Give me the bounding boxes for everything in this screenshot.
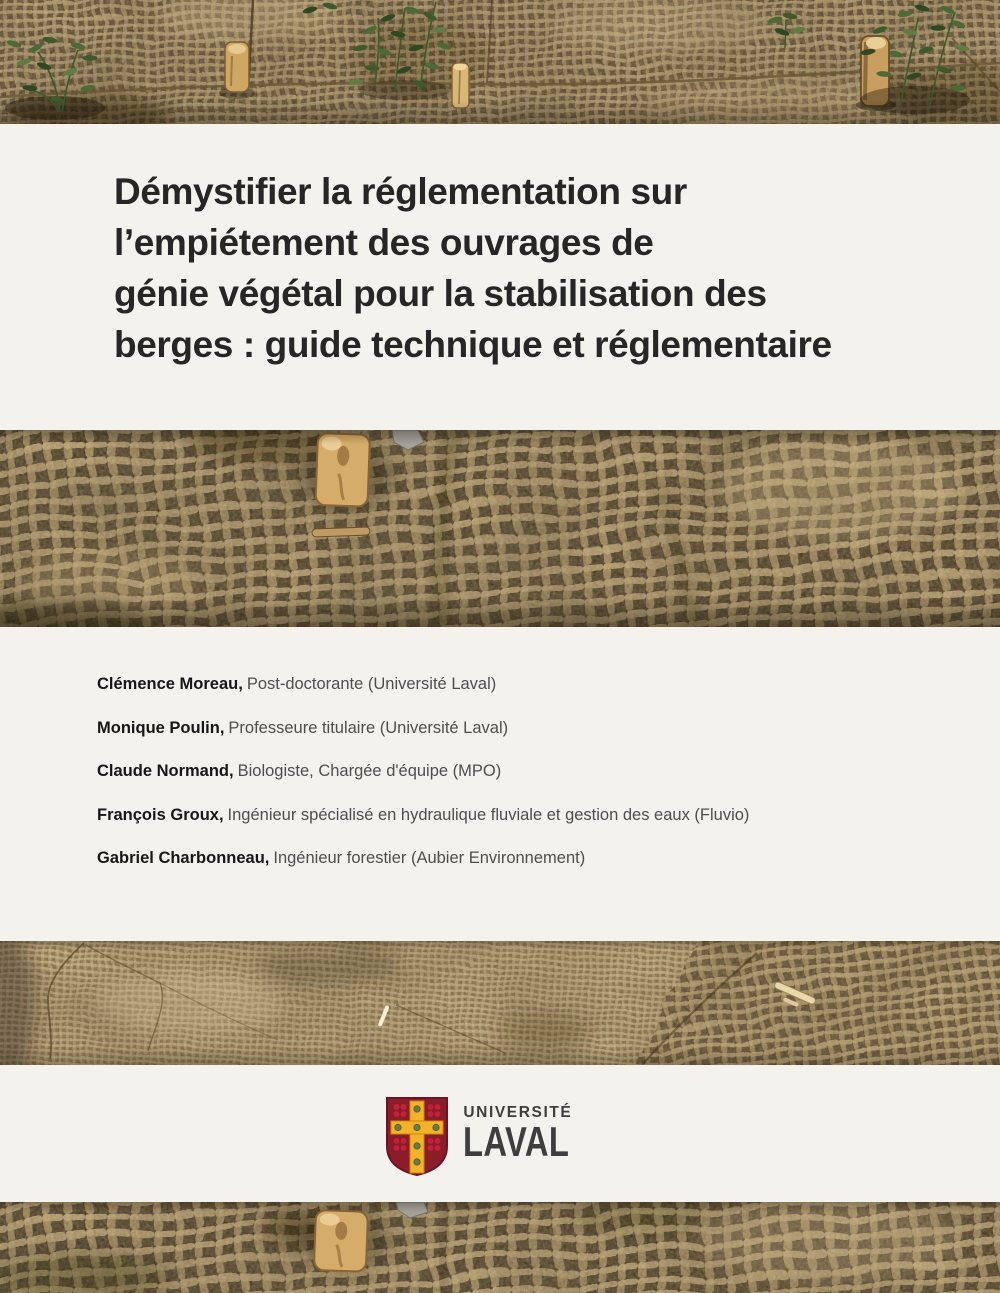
logo-wordmark <box>463 1104 599 1165</box>
author-entry <box>97 805 749 825</box>
burlap-texture-with-plants <box>0 0 1000 124</box>
burlap-mesh-closeup <box>0 430 1000 627</box>
logo-wordmark-universite: UNIVERSITÉ <box>463 1104 573 1121</box>
title-line: l’empiétement des ouvrages de <box>114 222 654 263</box>
author-role: Ingénieur spécialisé en hydraulique fluviale et gestion des eaux (Fluvio) <box>227 805 750 824</box>
title-line: Démystifier la réglementation sur <box>114 171 687 212</box>
cover-title <box>114 166 832 370</box>
logo-wordmark-laval: LAVAL <box>463 1118 570 1165</box>
title-line: berges : guide technique et réglementaire <box>114 324 832 365</box>
cover-photo-bottom <box>0 1202 1000 1293</box>
author-name: Clémence Moreau, <box>97 675 243 693</box>
burlap-mesh-bottom <box>0 1202 1000 1293</box>
title-line: génie végétal pour la stabilisation des <box>114 273 767 314</box>
author-name: Claude Normand, <box>97 762 234 780</box>
logo-section <box>0 1065 1000 1202</box>
author-entry <box>97 674 749 694</box>
author-role: Post-doctorante (Université Laval) <box>246 675 497 693</box>
universite-laval-logo <box>0 1096 992 1176</box>
title-section <box>0 124 1000 430</box>
author-name: François Groux, <box>97 805 224 824</box>
wooden-stick <box>312 527 370 537</box>
author-role: Professeure titulaire (Université Laval) <box>228 718 509 737</box>
universite-laval-shield-icon <box>384 1096 450 1176</box>
author-role: Biologiste, Chargée d'équipe (MPO) <box>237 762 502 780</box>
authors-section <box>0 627 1000 941</box>
authors-list <box>97 674 749 892</box>
author-entry <box>97 848 749 868</box>
author-entry <box>97 761 749 781</box>
author-role: Ingénieur forestier (Aubier Environnement) <box>273 849 586 867</box>
author-name: Monique Poulin, <box>97 718 225 737</box>
author-name: Gabriel Charbonneau, <box>97 849 270 867</box>
cover-photo-middle <box>0 430 1000 627</box>
author-entry <box>97 718 749 738</box>
cover-photo-top <box>0 0 1000 124</box>
cover-photo-lower <box>0 941 1000 1065</box>
wooden-stake-icon <box>219 42 255 99</box>
burlap-fine-weave <box>0 941 1000 1065</box>
